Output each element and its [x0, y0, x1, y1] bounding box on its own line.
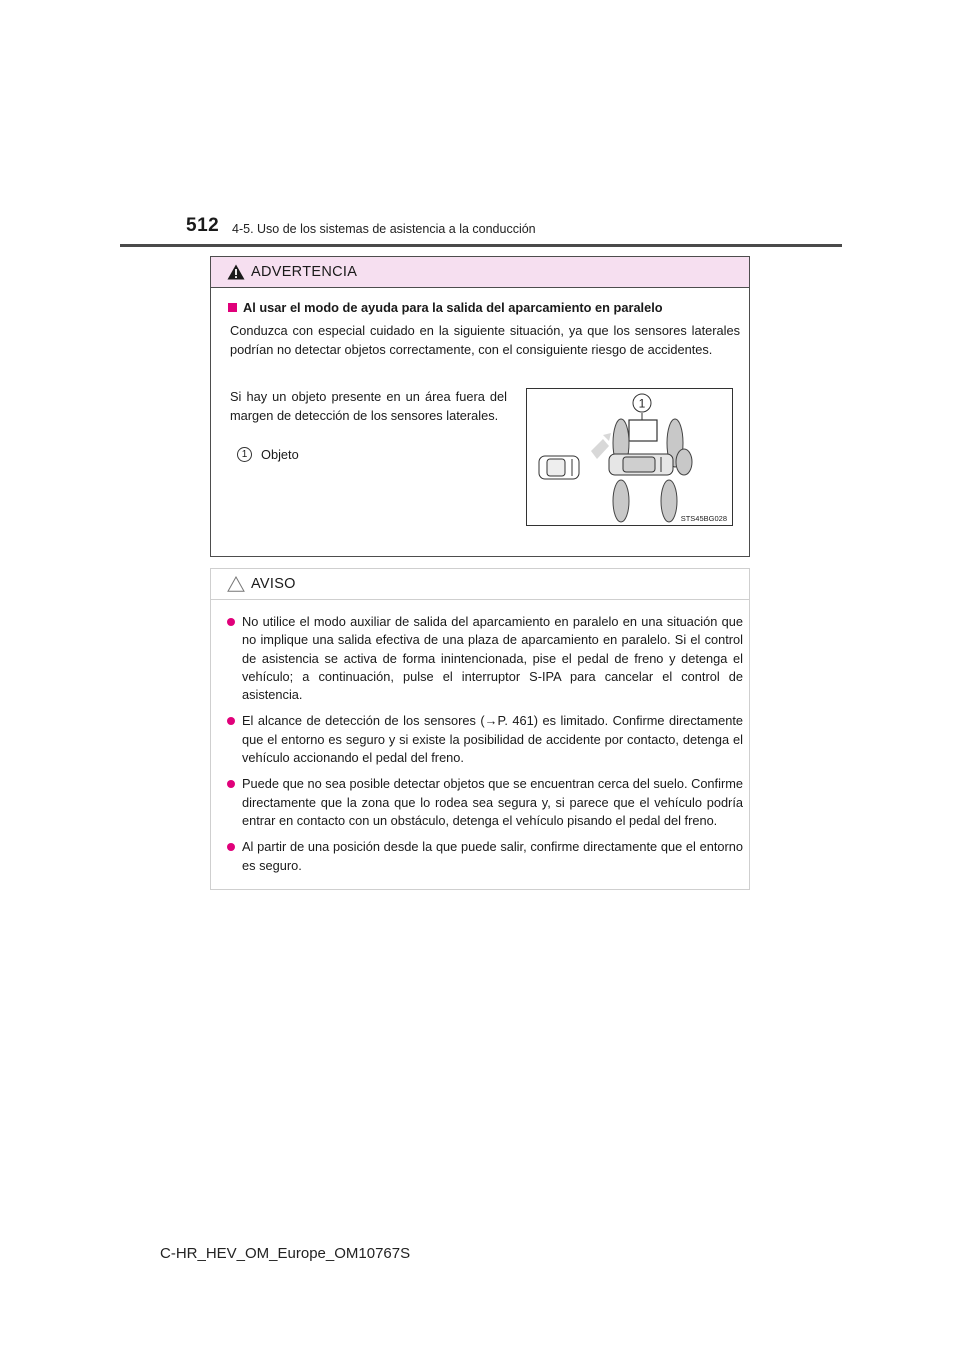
warning-triangle-icon [227, 264, 245, 280]
sensor-zone-rear-right [661, 480, 677, 522]
legend-label: Objeto [261, 447, 299, 462]
section-title: 4-5. Uso de los sistemas de asistencia a la conducción [232, 222, 536, 236]
parked-car [539, 456, 579, 479]
page-number: 512 [186, 215, 220, 236]
list-item: No utilice el modo auxiliar de salida del aparcamiento en paralelo en una situación que no implique una salida efectiva de una plaza de aparcamiento en paralelo. Si el control de asistencia se activa de forma inintencionada, pise el pedal de freno y detenga el vehículo; a continuación, pulse el interruptor S-IPA para cancelar el control de asistencia. [227, 613, 743, 704]
caution-triangle-icon [227, 576, 245, 592]
footer-doc-id: C-HR_HEV_OM_Europe_OM10767S [160, 1245, 411, 1262]
list-item: Al partir de una posición desde la que puede salir, confirme directamente que el entorno es seguro. [227, 838, 743, 875]
warning-subheading-text: Al usar el modo de ayuda para la salida del aparcamiento en paralelo [243, 300, 663, 315]
sensor-zone-rear-end [676, 449, 692, 475]
notice-title: AVISO [251, 576, 296, 592]
notice-box [210, 568, 750, 890]
bullet-dot-icon [227, 717, 235, 725]
bullet-dot-icon [227, 618, 235, 626]
object-box [629, 420, 657, 441]
warning-header [211, 257, 749, 288]
exit-path-arrow [591, 439, 609, 459]
header-rule [120, 244, 842, 247]
own-car [609, 454, 673, 475]
warning-title: ADVERTENCIA [251, 264, 358, 280]
list-item: El alcance de detección de los sensores (→P. 461) es limitado. Confirme directamente que el entorno es seguro y si existe la posibilidad de accidente por contacto, detenga el vehículo accionando el pedal del freno. [227, 712, 743, 767]
warning-subheading [228, 300, 663, 315]
warning-box [210, 256, 750, 557]
notice-header [211, 569, 749, 600]
list-item: Puede que no sea posible detectar objetos que se encuentran cerca del suelo. Confirme directamente que la zona que lo rodea sea segura y, si parece que el vehículo podría entrar en contacto con un obstáculo, detenga el vehículo pisando el pedal del freno. [227, 775, 743, 830]
notice-list [227, 613, 743, 883]
legend-number: 1 [237, 447, 252, 462]
figure-callout-number: 1 [638, 396, 646, 411]
sensor-zone-rear-left [613, 480, 629, 522]
bullet-dot-icon [227, 843, 235, 851]
warning-paragraph: Conduzca con especial cuidado en la siguiente situación, ya que los sensores laterales podrían no detectar objetos correctamente, con el consiguiente riesgo de accidentes. [230, 323, 740, 357]
figure-legend [237, 447, 299, 462]
figure-code: STS45BG028 [680, 514, 727, 523]
bullet-dot-icon [227, 780, 235, 788]
square-bullet-icon [228, 303, 237, 312]
parking-diagram-svg [527, 389, 732, 525]
warning-situation: Si hay un objeto presente en un área fuera del margen de detección de los sensores laterales. [230, 389, 507, 423]
parking-diagram [526, 388, 733, 526]
